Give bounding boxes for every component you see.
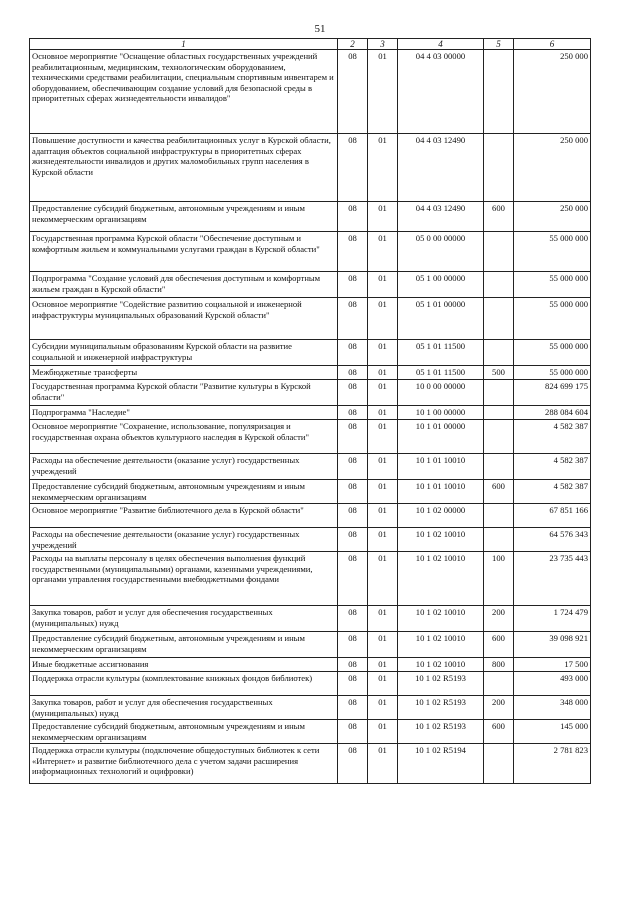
table-row <box>30 480 591 504</box>
row-section: 08 <box>338 298 368 340</box>
row-target-article: 10 1 00 00000 <box>398 406 484 420</box>
row-name: Основное мероприятие "Содействие развитию социальной и инженерной инфраструктуры муниципальных образований Курской области" <box>30 298 338 340</box>
row-section: 08 <box>338 504 368 528</box>
row-subsection: 01 <box>368 420 398 454</box>
header-col-3: 3 <box>368 39 398 50</box>
row-expense-type <box>484 272 514 298</box>
table-row <box>30 672 591 696</box>
row-section: 08 <box>338 406 368 420</box>
row-subsection: 01 <box>368 454 398 480</box>
row-expense-type <box>484 406 514 420</box>
row-amount: 55 000 000 <box>514 298 591 340</box>
row-expense-type <box>484 504 514 528</box>
row-subsection: 01 <box>368 380 398 406</box>
row-subsection: 01 <box>368 202 398 232</box>
row-subsection: 01 <box>368 366 398 380</box>
row-expense-type: 500 <box>484 366 514 380</box>
table-row <box>30 272 591 298</box>
row-subsection: 01 <box>368 672 398 696</box>
table-row <box>30 50 591 134</box>
row-subsection: 01 <box>368 50 398 134</box>
row-subsection: 01 <box>368 552 398 606</box>
page-number: 51 <box>314 23 326 35</box>
row-name: Расходы на обеспечение деятельности (оказание услуг) государственных учреждений <box>30 454 338 480</box>
row-section: 08 <box>338 528 368 552</box>
row-subsection: 01 <box>368 606 398 632</box>
row-amount: 1 724 479 <box>514 606 591 632</box>
table-row <box>30 454 591 480</box>
row-amount: 39 098 921 <box>514 632 591 658</box>
row-amount: 348 000 <box>514 696 591 720</box>
row-expense-type: 200 <box>484 696 514 720</box>
row-section: 08 <box>338 50 368 134</box>
header-col-4: 4 <box>398 39 484 50</box>
table-row <box>30 744 591 784</box>
row-expense-type <box>484 134 514 202</box>
row-subsection: 01 <box>368 632 398 658</box>
row-section: 08 <box>338 632 368 658</box>
row-amount: 250 000 <box>514 134 591 202</box>
row-amount: 4 582 387 <box>514 420 591 454</box>
row-target-article: 04 4 03 00000 <box>398 50 484 134</box>
row-name: Предоставление субсидий бюджетным, автономным учреждениям и иным некоммерческим организациям <box>30 632 338 658</box>
table-row <box>30 420 591 454</box>
table-row <box>30 298 591 340</box>
row-name: Субсидии муниципальным образованиям Курской области на развитие социальной и инженерной инфраструктуры <box>30 340 338 366</box>
row-section: 08 <box>338 366 368 380</box>
row-expense-type <box>484 672 514 696</box>
row-expense-type: 600 <box>484 632 514 658</box>
row-target-article: 05 1 01 00000 <box>398 298 484 340</box>
row-expense-type <box>484 454 514 480</box>
row-amount: 55 000 000 <box>514 232 591 272</box>
row-section: 08 <box>338 454 368 480</box>
row-section: 08 <box>338 420 368 454</box>
table-row <box>30 606 591 632</box>
row-expense-type <box>484 298 514 340</box>
row-subsection: 01 <box>368 134 398 202</box>
row-section: 08 <box>338 696 368 720</box>
row-subsection: 01 <box>368 658 398 672</box>
table-header-row <box>30 39 591 50</box>
row-expense-type <box>484 232 514 272</box>
row-target-article: 10 1 01 10010 <box>398 480 484 504</box>
row-name: Закупка товаров, работ и услуг для обеспечения государственных (муниципальных) нужд <box>30 606 338 632</box>
row-target-article: 10 1 02 R5193 <box>398 672 484 696</box>
row-section: 08 <box>338 232 368 272</box>
row-target-article: 10 1 02 00000 <box>398 504 484 528</box>
row-expense-type: 200 <box>484 606 514 632</box>
row-name: Основное мероприятие "Сохранение, использование, популяризация и государственная охрана объектов культурного наследия в Курской области" <box>30 420 338 454</box>
row-subsection: 01 <box>368 528 398 552</box>
row-target-article: 10 1 02 R5194 <box>398 744 484 784</box>
row-amount: 493 000 <box>514 672 591 696</box>
header-col-1: 1 <box>30 39 338 50</box>
row-name: Повышение доступности и качества реабилитационных услуг в Курской области, адаптация объектов социальной инфраструктуры в приоритетных сферах жизнедеятельности инвалидов и других маломобильных групп населения в Курской области <box>30 134 338 202</box>
row-name: Поддержка отрасли культуры (подключение общедоступных библиотек к сети «Интернет» и развитие библиотечного дела с учетом задачи расширения информационных технологий и оцифровки) <box>30 744 338 784</box>
row-expense-type: 800 <box>484 658 514 672</box>
row-section: 08 <box>338 552 368 606</box>
row-name: Подпрограмма "Наследие" <box>30 406 338 420</box>
row-amount: 2 781 823 <box>514 744 591 784</box>
row-target-article: 05 0 00 00000 <box>398 232 484 272</box>
table-row <box>30 528 591 552</box>
row-section: 08 <box>338 380 368 406</box>
row-expense-type <box>484 420 514 454</box>
row-expense-type <box>484 744 514 784</box>
row-amount: 64 576 343 <box>514 528 591 552</box>
row-subsection: 01 <box>368 504 398 528</box>
row-subsection: 01 <box>368 480 398 504</box>
row-expense-type <box>484 50 514 134</box>
table-row <box>30 552 591 606</box>
row-subsection: 01 <box>368 696 398 720</box>
table-row <box>30 380 591 406</box>
row-name: Предоставление субсидий бюджетным, автономным учреждениям и иным некоммерческим организациям <box>30 480 338 504</box>
row-expense-type: 600 <box>484 202 514 232</box>
row-target-article: 10 1 02 R5193 <box>398 696 484 720</box>
row-subsection: 01 <box>368 232 398 272</box>
row-subsection: 01 <box>368 406 398 420</box>
header-col-6: 6 <box>514 39 591 50</box>
row-subsection: 01 <box>368 720 398 744</box>
table-row <box>30 720 591 744</box>
row-subsection: 01 <box>368 340 398 366</box>
table-row <box>30 632 591 658</box>
row-target-article: 10 1 02 10010 <box>398 632 484 658</box>
row-target-article: 10 1 02 10010 <box>398 606 484 632</box>
row-name: Поддержка отрасли культуры (комплектование книжных фондов библиотек) <box>30 672 338 696</box>
row-section: 08 <box>338 658 368 672</box>
row-name: Основное мероприятие "Оснащение областных государственных учреждений реабилитационным, медицинским, технологическим оборудованием, техническими средствами реабилитации, специальным спортивным инвентарем и оборудованием, обеспечивающим создание условий для безопасной среды в приоритетных сферах жизнедеятельности инвалидов" <box>30 50 338 134</box>
row-target-article: 05 1 00 00000 <box>398 272 484 298</box>
table-row <box>30 202 591 232</box>
row-section: 08 <box>338 134 368 202</box>
row-expense-type: 100 <box>484 552 514 606</box>
row-section: 08 <box>338 340 368 366</box>
row-section: 08 <box>338 272 368 298</box>
table-row <box>30 406 591 420</box>
row-amount: 4 582 387 <box>514 480 591 504</box>
row-target-article: 04 4 03 12490 <box>398 134 484 202</box>
row-expense-type <box>484 340 514 366</box>
header-col-2: 2 <box>338 39 368 50</box>
row-amount: 145 000 <box>514 720 591 744</box>
row-subsection: 01 <box>368 298 398 340</box>
row-target-article: 05 1 01 11500 <box>398 366 484 380</box>
table-row <box>30 340 591 366</box>
table-row <box>30 134 591 202</box>
table-row <box>30 504 591 528</box>
row-target-article: 10 1 02 R5193 <box>398 720 484 744</box>
row-target-article: 05 1 01 11500 <box>398 340 484 366</box>
row-amount: 824 699 175 <box>514 380 591 406</box>
row-section: 08 <box>338 720 368 744</box>
row-name: Иные бюджетные ассигнования <box>30 658 338 672</box>
row-name: Основное мероприятие "Развитие библиотечного дела в Курской области" <box>30 504 338 528</box>
row-section: 08 <box>338 202 368 232</box>
row-target-article: 10 1 01 00000 <box>398 420 484 454</box>
row-expense-type: 600 <box>484 480 514 504</box>
row-amount: 288 084 604 <box>514 406 591 420</box>
row-section: 08 <box>338 744 368 784</box>
row-amount: 23 735 443 <box>514 552 591 606</box>
budget-table <box>29 38 591 784</box>
table-row <box>30 232 591 272</box>
row-amount: 250 000 <box>514 202 591 232</box>
row-expense-type: 600 <box>484 720 514 744</box>
row-name: Расходы на обеспечение деятельности (оказание услуг) государственных учреждений <box>30 528 338 552</box>
row-target-article: 10 1 02 10010 <box>398 658 484 672</box>
header-col-5: 5 <box>484 39 514 50</box>
row-target-article: 04 4 03 12490 <box>398 202 484 232</box>
row-subsection: 01 <box>368 272 398 298</box>
row-amount: 4 582 387 <box>514 454 591 480</box>
row-target-article: 10 1 02 10010 <box>398 528 484 552</box>
row-name: Государственная программа Курской области "Развитие культуры в Курской области" <box>30 380 338 406</box>
row-section: 08 <box>338 672 368 696</box>
table-row <box>30 366 591 380</box>
row-amount: 250 000 <box>514 50 591 134</box>
row-target-article: 10 0 00 00000 <box>398 380 484 406</box>
row-name: Предоставление субсидий бюджетным, автономным учреждениям и иным некоммерческим организациям <box>30 202 338 232</box>
row-amount: 55 000 000 <box>514 340 591 366</box>
row-expense-type <box>484 528 514 552</box>
row-name: Расходы на выплаты персоналу в целях обеспечения выполнения функций государственными (муниципальными) органами, казенными учреждениями, органами управления государственными внебюджетными фондами <box>30 552 338 606</box>
row-target-article: 10 1 02 10010 <box>398 552 484 606</box>
row-name: Закупка товаров, работ и услуг для обеспечения государственных (муниципальных) нужд <box>30 696 338 720</box>
row-section: 08 <box>338 480 368 504</box>
row-amount: 67 851 166 <box>514 504 591 528</box>
table-row <box>30 696 591 720</box>
row-name: Государственная программа Курской области "Обеспечение доступным и комфортным жильем и коммунальными услугами граждан в Курской области" <box>30 232 338 272</box>
row-name: Предоставление субсидий бюджетным, автономным учреждениям и иным некоммерческим организациям <box>30 720 338 744</box>
row-amount: 17 500 <box>514 658 591 672</box>
row-amount: 55 000 000 <box>514 272 591 298</box>
row-name: Подпрограмма "Создание условий для обеспечения доступным и комфортным жильем граждан в Курской области" <box>30 272 338 298</box>
row-target-article: 10 1 01 10010 <box>398 454 484 480</box>
row-section: 08 <box>338 606 368 632</box>
table-row <box>30 658 591 672</box>
row-name: Межбюджетные трансферты <box>30 366 338 380</box>
row-subsection: 01 <box>368 744 398 784</box>
row-amount: 55 000 000 <box>514 366 591 380</box>
row-expense-type <box>484 380 514 406</box>
